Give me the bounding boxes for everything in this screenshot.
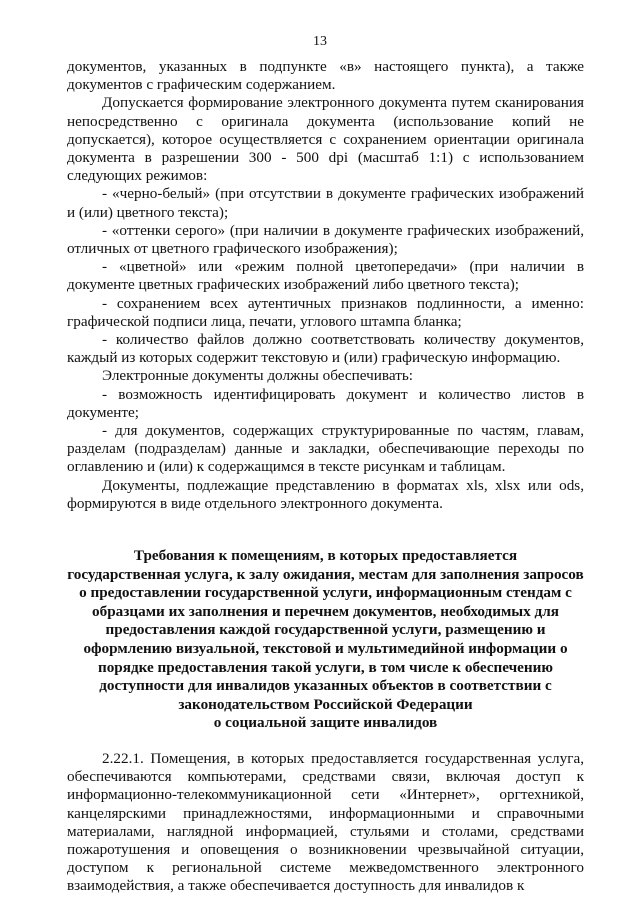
heading-line-4: образцами их заполнения и перечнем документов, необходимых для (92, 602, 559, 620)
heading-line-10: о социальной защите инвалидов (213, 714, 438, 732)
paragraph-1: документов, указанных в подпункте «в» настоящего пункта), а также документов с графическим содержанием. (67, 58, 584, 94)
paragraph-6: - сохранением всех аутентичных признаков подлинности, а именно: графической подписи лица, печати, углового штампа бланка; (67, 294, 584, 330)
heading-line-5: предоставления каждой государственной услуги, размещению и (105, 621, 546, 639)
heading-line-7: порядке предоставления такой услуги, в том числе к обеспечению (97, 658, 554, 676)
heading-line-2: государственная услуга, к залу ожидания, местам для заполнения запросов (67, 565, 584, 583)
paragraph-9: - возможность идентифицировать документ и количество листов в документе; (67, 385, 584, 421)
paragraph-2: Допускается формирование электронного документа путем сканирования непосредственно с оригинала документа (использование копий не допускается), которое осуществляется с сохранением ориентации оригинала документа в разрешении 300 - 500 dpi (масштаб 1:1) с использованием следующих режимов: (67, 94, 584, 185)
paragraph-2-22-1: 2.22.1. Помещения, в которых предоставляется государственная услуга, обеспечиваются компьютерами, средствами связи, включая доступ к информационно-телекоммуникационной сети «Интернет», оргтехникой, канцелярскими принадлежностями, информационными и справочными материалами, наглядной информацией, стульями и столами, средствами пожаротушения и оповещения о возникновении чрезвычайной ситуации, доступом к региональной системе межведомственного электронного взаимодействия, а также обеспечивается доступность для инвалидов к (67, 750, 584, 895)
paragraph-7: - количество файлов должно соответствовать количеству документов, каждый из которых содержит текстовую и (или) графическую информацию. (67, 331, 584, 367)
section-heading (67, 547, 584, 733)
paragraph-11: Документы, подлежащие представлению в форматах xls, xlsx или ods, формируются в виде отдельного электронного документа. (67, 476, 584, 512)
heading-line-3: о предоставлении государственной услуги, информационным стендам с (79, 584, 572, 602)
heading-line-1: Требования к помещениям, в которых предоставляется (133, 547, 518, 565)
document-body (67, 58, 584, 896)
page-number: 13 (313, 34, 327, 49)
paragraph-8: Электронные документы должны обеспечивать: (102, 367, 413, 385)
paragraph-5: - «цветной» или «режим полной цветопередачи» (при наличии в документе цветных графических изображений либо цветного текста); (67, 258, 584, 294)
paragraph-3: - «черно-белый» (при отсутствии в документе графических изображений и (или) цветного текста); (67, 185, 584, 221)
paragraph-4: - «оттенки серого» (при наличии в документе графических изображений, отличных от цветного графического изображения); (67, 221, 584, 258)
heading-line-6: оформлению визуальной, текстовой и мультимедийной информации о (83, 640, 568, 658)
heading-line-9: законодательством Российской Федерации (178, 695, 473, 713)
paragraph-10: - для документов, содержащих структурированные по частям, главам, разделам (подразделам) данные и закладки, обеспечивающие переходы по оглавлению и (или) к содержащимся в тексте рисункам и таблицам. (67, 422, 584, 476)
heading-line-8: доступности для инвалидов указанных объектов в соответствии с (99, 677, 552, 695)
